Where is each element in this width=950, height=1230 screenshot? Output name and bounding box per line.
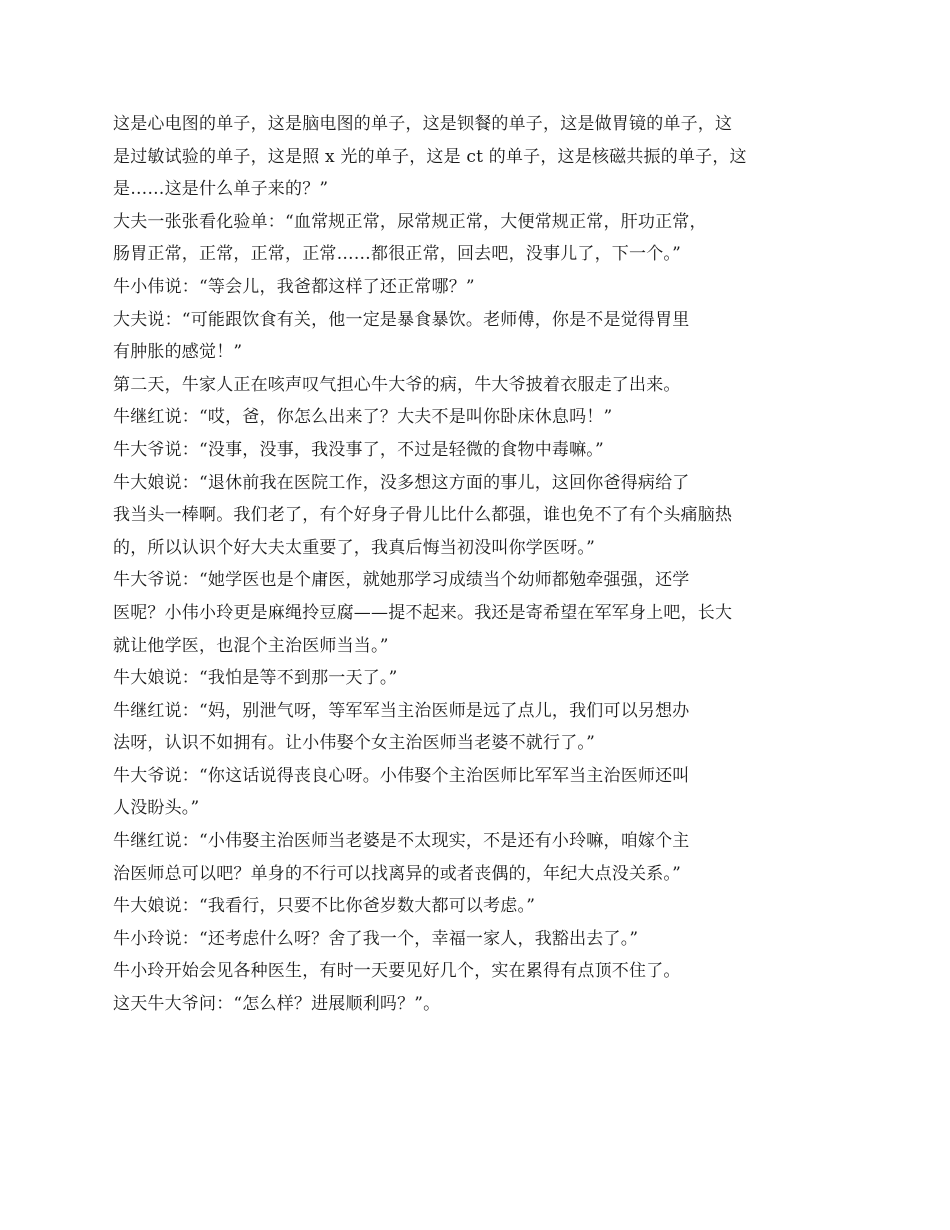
text-line: 牛大娘说：“我看行，只要不比你爸岁数大都可以考虑。” (113, 896, 536, 917)
text-line: 大夫说：“可能跟饮食有关，他一定是暴食暴饮。老师傅，你是不是觉得胃里 (113, 309, 690, 330)
text-line: 牛小伟说：“等会儿，我爸都这样了还正常哪？” (113, 276, 475, 297)
text-line: 牛小玲开始会见各种医生，有时一天要见好几个，实在累得有点顶不住了。 (113, 961, 681, 982)
text-line: 牛继红说：“哎，爸，你怎么出来了？大夫不是叫你卧床休息吗！” (113, 407, 613, 428)
text-line: 这天牛大爷问：“怎么样？进展顺利吗？”。 (113, 994, 441, 1015)
text-line: 医呢？小伟小玲更是麻绳拎豆腐——提不起来。我还是寄希望在军军身上吧，长大 (113, 602, 733, 623)
text-line: 牛大爷说：“她学医也是个庸医，就她那学习成绩当个幼师都勉牵强强，还学 (113, 570, 690, 591)
text-line: 是过敏试验的单子，这是照 x 光的单子，这是 ct 的单子，这是核磁共振的单子，这 (113, 146, 747, 167)
text-line: 肠胃正常，正常，正常，正常……都很正常，回去吧，没事儿了，下一个。” (113, 244, 681, 265)
text-line: 有肿胀的感觉！” (113, 342, 243, 363)
text-line: 法呀，认识不如拥有。让小伟娶个女主治医师当老婆不就行了。” (113, 733, 595, 754)
document-body (113, 108, 793, 1021)
text-line: 的，所以认识个好大夫太重要了，我真后悔当初没叫你学医呀。” (113, 537, 595, 558)
text-line: 牛大娘说：“退休前我在医院工作，没多想这方面的事儿，这回你爸得病给了 (113, 472, 690, 493)
text-line: 牛大娘说：“我怕是等不到那一天了。” (113, 668, 398, 689)
text-line: 是……这是什么单子来的？” (113, 179, 329, 200)
text-line: 牛继红说：“小伟娶主治医师当老婆是不太现实，不是还有小玲嘛，咱嫁个主 (113, 831, 690, 852)
text-line: 人没盼头。” (113, 798, 200, 819)
text-line: 我当头一棒啊。我们老了，有个好身子骨儿比什么都强，谁也免不了有个头痛脑热 (113, 505, 733, 526)
text-line: 治医师总可以吧？单身的不行可以找离异的或者丧偶的，年纪大点没关系。” (113, 863, 681, 884)
text-line: 牛小玲说：“还考虑什么呀？舍了我一个，幸福一家人，我豁出去了。” (113, 928, 639, 949)
text-line: 这是心电图的单子，这是脑电图的单子，这是钡餐的单子，这是做胃镜的单子，这 (113, 114, 733, 134)
text-line: 牛继红说：“妈，别泄气呀，等军军当主治医师是远了点儿，我们可以另想办 (113, 700, 690, 721)
text-line: 就让他学医，也混个主治医师当当。” (113, 635, 389, 656)
text-line: 大夫一张张看化验单：“血常规正常，尿常规正常，大便常规正常，肝功正常， (113, 211, 707, 232)
text-line: 牛大爷说：“没事，没事，我没事了，不过是轻微的食物中毒嘛。” (113, 439, 604, 460)
text-line: 牛大爷说：“你这话说得丧良心呀。小伟娶个主治医师比军军当主治医师还叫 (113, 765, 690, 786)
text-line: 第二天，牛家人正在咳声叹气担心牛大爷的病，牛大爷披着衣服走了出来。 (113, 374, 681, 395)
